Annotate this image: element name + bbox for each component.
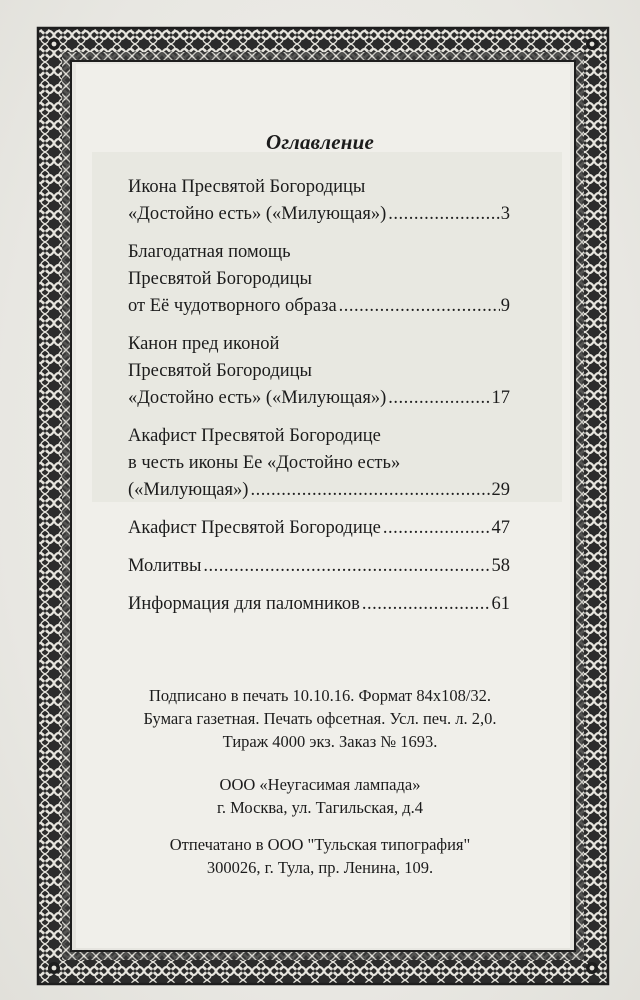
toc-entry xyxy=(128,515,510,542)
toc-entry xyxy=(128,591,510,618)
toc-page-number: 17 xyxy=(491,388,510,408)
toc-list xyxy=(128,174,510,629)
imprint-block xyxy=(0,684,640,899)
toc-page-number: 29 xyxy=(491,480,510,500)
toc-entry-title-line: Акафист Пресвятой Богородице xyxy=(128,426,381,446)
printer-address: 300026, г. Тула, пр. Ленина, 109. xyxy=(206,858,434,877)
publisher-name: ООО «Неугасимая лампада» xyxy=(219,775,421,794)
toc-entry-title-line: («Милующая») xyxy=(128,480,249,500)
toc-entry-last-line xyxy=(128,591,510,618)
dot-leader xyxy=(381,515,491,542)
toc-page-number: 47 xyxy=(491,518,510,538)
toc-entry-title-line: Пресвятой Богородицы xyxy=(128,269,312,289)
toc-page-number: 58 xyxy=(491,556,510,576)
dot-leader xyxy=(386,201,499,228)
toc-entry-title-line: Акафист Пресвятой Богородице xyxy=(128,518,381,538)
print-run: Тираж 4000 экз. Заказ № 1693. xyxy=(222,732,438,751)
toc-entry xyxy=(128,553,510,580)
toc-entry-last-line xyxy=(128,201,510,228)
toc-page-number: 9 xyxy=(500,296,510,316)
toc-page-number: 3 xyxy=(500,204,510,224)
printer-info xyxy=(0,833,640,879)
toc-title: Оглавление xyxy=(265,130,375,154)
toc-entry-title-line: Канон пред иконой xyxy=(128,334,280,354)
dot-leader xyxy=(248,477,490,504)
toc-entry-title-line: Икона Пресвятой Богородицы xyxy=(128,177,366,197)
dot-leader xyxy=(386,385,490,412)
printer-name: Отпечатано в ООО "Тульская типография" xyxy=(169,835,471,854)
toc-entry-title-line: Благодатная помощь xyxy=(128,242,291,262)
publisher-info xyxy=(0,773,640,819)
toc-entry-last-line xyxy=(128,293,510,320)
toc-entry-title-line: «Достойно есть» («Милующая») xyxy=(128,204,387,224)
toc-entry-title-line: от Её чудотворного образа xyxy=(128,296,337,316)
toc-entry xyxy=(128,423,510,504)
toc-entry-title-line: Пресвятой Богородицы xyxy=(128,361,312,381)
toc-entry-last-line xyxy=(128,553,510,580)
signed-to-print: Подписано в печать 10.10.16. Формат 84x108/32. xyxy=(148,686,492,705)
toc-entry-title-line: «Достойно есть» («Милующая») xyxy=(128,388,387,408)
print-details xyxy=(0,684,640,753)
publisher-address: г. Москва, ул. Тагильская, д.4 xyxy=(217,798,423,817)
toc-entry-last-line xyxy=(128,477,510,504)
dot-leader xyxy=(337,293,500,320)
toc-entry xyxy=(128,331,510,412)
toc-entry-title-line: Информация для паломников xyxy=(128,594,360,614)
dot-leader xyxy=(360,591,491,618)
toc-entry xyxy=(128,174,510,228)
paper-info: Бумага газетная. Печать офсетная. Усл. печ. л. 2,0. xyxy=(143,709,497,728)
toc-entry-title-line: Молитвы xyxy=(128,556,202,576)
toc-entry-last-line xyxy=(128,515,510,542)
toc-entry-title-line: в честь иконы Ее «Достойно есть» xyxy=(128,453,401,473)
toc-page-number: 61 xyxy=(491,594,510,614)
toc-entry-last-line xyxy=(128,385,510,412)
dot-leader xyxy=(201,553,490,580)
toc-entry xyxy=(128,239,510,320)
